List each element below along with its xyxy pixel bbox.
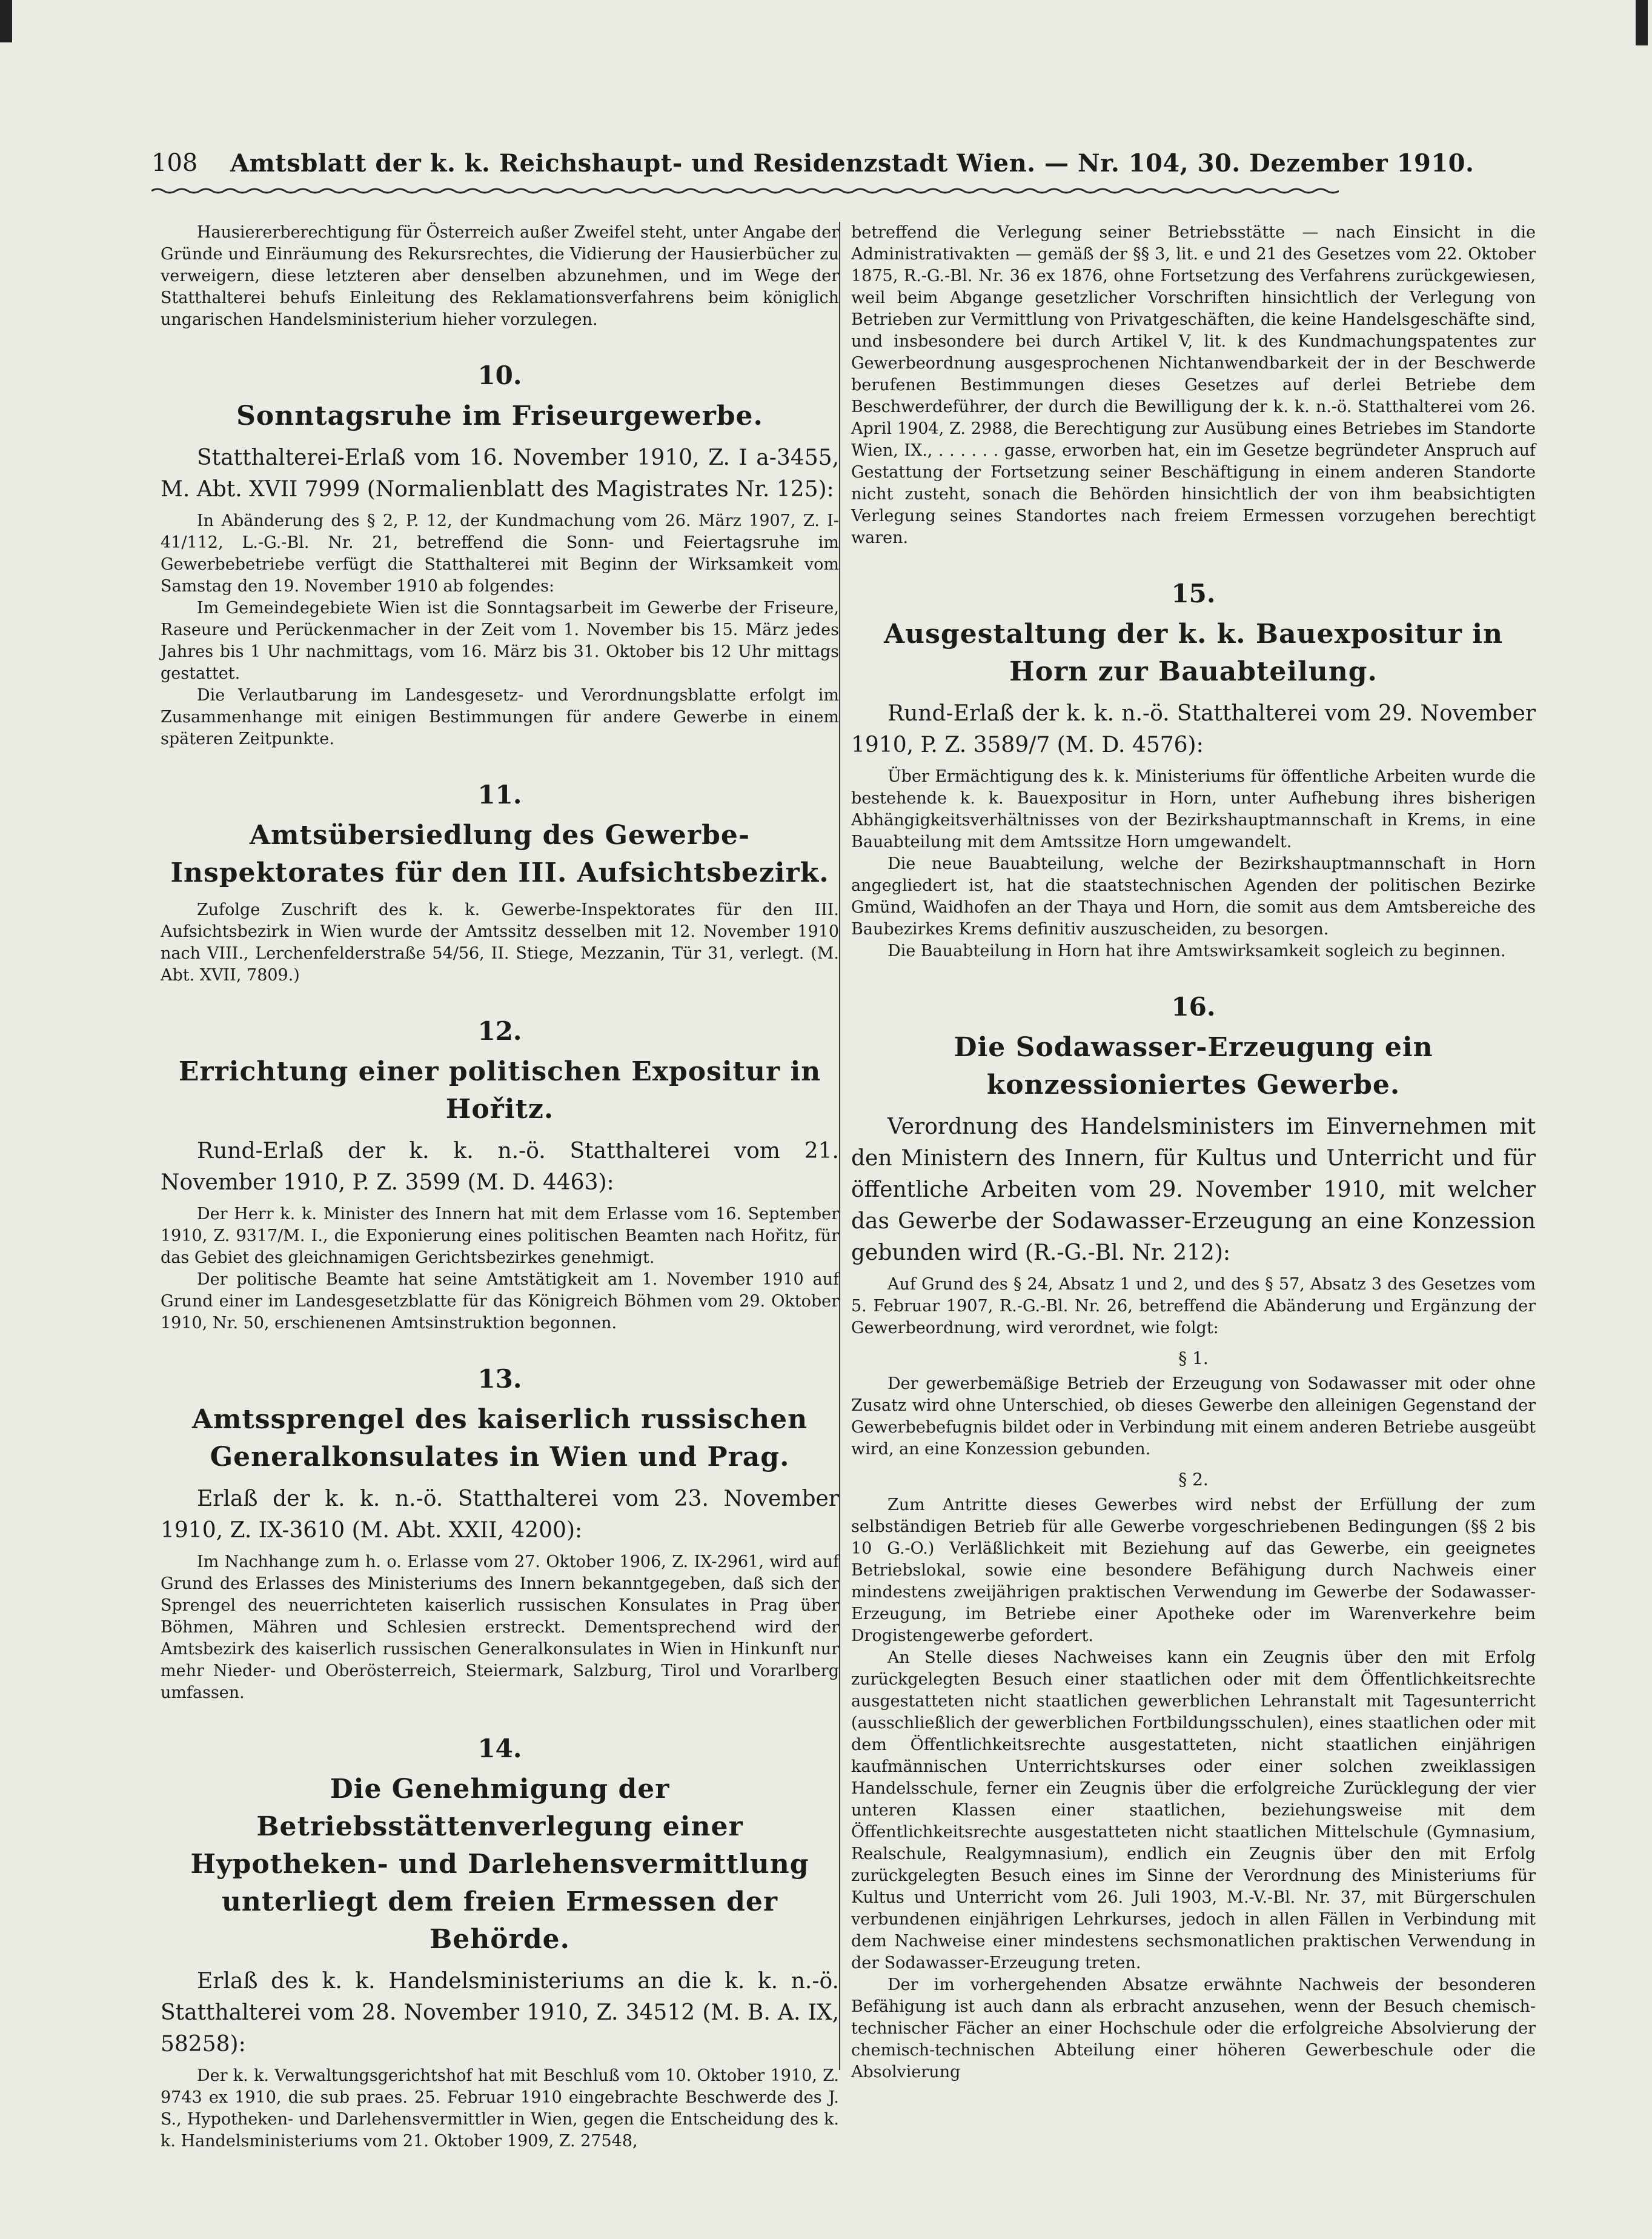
- section-heading: Amtsübersiedlung des Gewerbe-Inspektorates für den III. Aufsichtsbezirk.: [170, 820, 829, 888]
- crop-mark: [0, 0, 12, 42]
- section-heading: Errichtung einer politischen Expositur in Hořitz.: [178, 1056, 821, 1125]
- crop-mark: [1636, 0, 1648, 45]
- paragraph-sign: § 2.: [1178, 1469, 1209, 1489]
- page-header: [151, 149, 1475, 185]
- paragraph: Der Herr k. k. Minister des Innern hat mit dem Erlasse vom 16. September 1910, Z. 9317/M. I., die Exponierung eines politischen Beamten nach Hořitz, für das Gebiet des gleichnamigen Gerichtsbezirkes genehmigt.: [161, 1205, 839, 1267]
- section-heading: Die Sodawasser-Erzeugung ein konzessioniertes Gewerbe.: [954, 1032, 1433, 1100]
- section-heading: Ausgestaltung der k. k. Bauexpositur in Horn zur Bauabteilung.: [884, 619, 1503, 687]
- paragraph: Im Gemeindegebiete Wien ist die Sonntagsarbeit im Gewerbe der Friseure, Raseure und Perückenmacher in der Zeit vom 1. November bis 15. März jedes Jahres bis 1 Uhr nachmittags, vom 16. März bis 31. Oktober bis 12 Uhr mittags gestattet.: [161, 599, 839, 683]
- paragraph: Im Nachhange zum h. o. Erlasse vom 27. Oktober 1906, Z. IX-2961, wird auf Grund des Erlasses des Ministeriums des Innern bekanntgegeben, daß sich der Sprengel des neuerrichteten kaiserlich russischen Konsulates in Prag über Böhmen, Mähren und Schlesien erstreckt. Dementsprechend wird der Amtsbezirk des kaiserlich russischen Generalkonsulates in Wien in Hinkunft nur mehr Nieder- und Oberösterreich, Steiermark, Salzburg, Tirol und Vorarlberg umfassen.: [161, 1552, 839, 1702]
- section-number: 12.: [477, 1016, 522, 1046]
- section-number: 10.: [477, 361, 522, 390]
- paragraph: Zufolge Zuschrift des k. k. Gewerbe-Inspektorates für den III. Aufsichtsbezirk in Wien wurde der Amtssitz desselben mit 12. November 1910 nach VIII., Lerchenfelderstraße 54/56, II. Stiege, Mezzanin, Tür 31, verlegt. (M. Abt. XVII, 7809.): [161, 900, 839, 985]
- paragraph-sign: § 1.: [1178, 1348, 1209, 1368]
- paragraph: Die neue Bauabteilung, welche der Bezirkshauptmannschaft in Horn angegliedert ist, hat die staatstechnischen Agenden der politischen Bezirke Gmünd, Waidhofen an der Thaya und Horn, die somit aus dem Amtsbereiche des Baubezirkes Krems definitiv auszuscheiden, zu besorgen.: [851, 854, 1536, 939]
- section-heading: Sonntagsruhe im Friseurgewerbe.: [236, 401, 763, 431]
- decree-reference: Rund-Erlaß der k. k. n.-ö. Statthalterei vom 21. November 1910, P. Z. 3599 (M. D. 4463):: [161, 1139, 839, 1195]
- paragraph: Der k. k. Verwaltungsgerichtshof hat mit Beschluß vom 10. Oktober 1910, Z. 9743 ex 1910, die sub praes. 25. Februar 1910 eingebrachte Beschwerde des J. S., Hypotheken- und Darlehensvermittler in Wien, gegen die Entscheidung des k. k. Handelsministeriums vom 21. Oktober 1909, Z. 27548,: [161, 2066, 839, 2151]
- page-number: 108: [151, 149, 198, 177]
- paragraph: Auf Grund des § 24, Absatz 1 und 2, und des § 57, Absatz 3 des Gesetzes vom 5. Februar 1907, R.-G.-Bl. Nr. 26, betreffend die Abänderung und Ergänzung der Gewerbeordnung, wird verordnet, wie folgt:: [851, 1275, 1536, 1337]
- paragraph: An Stelle dieses Nachweises kann ein Zeugnis über den mit Erfolg zurückgelegten Besuch einer staatlichen oder mit dem Öffentlichkeitsrechte ausgestatteten nicht staatlichen gewerblichen Lehranstalt mit Tagesunterricht (ausschließlich der gewerblichen Fortbildungsschulen), eines staatlichen oder mit dem Öffentlichkeitsrechte ausgestatteten, nicht staatlichen einjährigen kaufmännischen Unterrichtskurses oder einer solchen zweiklassigen Handelsschule, ferner ein Zeugnis über die erfolgreiche Zurücklegung der vier unteren Klassen einer staatlichen, beziehungsweise mit dem Öffentlichkeitsrechte ausgestatteten nicht staatlichen Mittelschule (Gymnasium, Realschule, Realgymnasium), endlich ein Zeugnis über den mit Erfolg zurückgelegten Besuch eines im Sinne der Verordnung des Ministeriums für Kultus und Unterricht vom 26. Juli 1903, M.-V.-Bl. Nr. 37, mit Bürgerschulen verbundenen einjährigen Lehrkurses, jedoch in allen Fällen in Verbindung mit dem Nachweise einer mindestens sechsmonatlichen praktischen Verwendung in der Sodawasser-Erzeugung treten.: [851, 1648, 1536, 1972]
- paragraph: Der gewerbemäßige Betrieb der Erzeugung von Sodawasser mit oder ohne Zusatz wird ohne Unterschied, ob dieses Gewerbe den alleinigen Gegenstand der Gewerbebefugnis bildet oder in Verbindung mit einem anderen Betriebe ausgeübt wird, an eine Konzession gebunden.: [851, 1374, 1536, 1459]
- section-number: 15.: [1171, 579, 1216, 608]
- paragraph: Über Ermächtigung des k. k. Ministeriums für öffentliche Arbeiten wurde die bestehende k. k. Bauexpositur in Horn, unter Aufhebung ihres bisherigen Abhängigkeitsverhältnisses von der Bezirkshauptmannschaft in Krems, in eine Bauabteilung mit dem Amtssitze Horn umgewandelt.: [851, 767, 1536, 851]
- section-number: 14.: [477, 1734, 522, 1763]
- right-column: [851, 222, 1536, 2083]
- section-number: 13.: [477, 1364, 522, 1394]
- section-heading: Amtssprengel des kaiserlich russischen Generalkonsulates in Wien und Prag.: [191, 1404, 808, 1472]
- section-heading: Die Genehmigung der Betriebsstättenverlegung einer Hypotheken- und Darlehensvermittlung unterliegt dem freien Ermessen der Behörde.: [190, 1774, 809, 1955]
- decree-reference: Erlaß des k. k. Handelsministeriums an die k. k. n.-ö. Statthalterei vom 28. November 1910, Z. 34512 (M. B. A. IX, 58258):: [161, 1969, 839, 2057]
- paragraph: In Abänderung des § 2, P. 12, der Kundmachung vom 26. März 1907, Z. I-41/112, L.-G.-Bl. Nr. 21, betreffend die Sonn- und Feiertagsruhe im Gewerbebetriebe verfügt die Statthalterei mit Beginn der Wirksamkeit vom Samstag den 19. November 1910 ab folgendes:: [161, 511, 839, 596]
- section-number: 11.: [477, 780, 522, 810]
- decree-reference: Rund-Erlaß der k. k. n.-ö. Statthalterei vom 29. November 1910, P. Z. 3589/7 (M. D. 4576):: [851, 701, 1536, 757]
- paragraph: Die Verlautbarung im Landesgesetz- und Verordnungsblatte erfolgt im Zusammenhange mit einigen Bestimmungen für andere Gewerbe in einem späteren Zeitpunkte.: [161, 686, 839, 748]
- left-column: [161, 222, 839, 2152]
- publication-title: Amtsblatt der k. k. Reichshaupt- und Residenzstadt Wien. — Nr. 104, 30. Dezember 1910.: [230, 149, 1475, 178]
- paragraph: Die Bauabteilung in Horn hat ihre Amtswirksamkeit sogleich zu beginnen.: [887, 942, 1506, 960]
- decree-reference: Erlaß der k. k. n.-ö. Statthalterei vom 23. November 1910, Z. IX-3610 (M. Abt. XXII, 4200):: [161, 1486, 839, 1543]
- paragraph: Der politische Beamte hat seine Amtstätigkeit am 1. November 1910 auf Grund einer im Landesgesetzblatte für das Königreich Böhmen vom 29. Oktober 1910, Nr. 50, erschienenen Amtsinstruktion begonnen.: [161, 1270, 839, 1332]
- decree-reference: Verordnung des Handelsministers im Einvernehmen mit den Ministern des Innern, für Kultus und Unterricht und für öffentliche Arbeiten vom 29. November 1910, mit welcher das Gewerbe der Sodawasser-Erzeugung an eine Konzession gebunden wird (R.-G.-Bl. Nr. 212):: [851, 1114, 1536, 1265]
- paragraph: Zum Antritte dieses Gewerbes wird nebst der Erfüllung der zum selbständigen Betrieb für alle Gewerbe vorgeschriebenen Bedingungen (§§ 2 bis 10 G.-O.) Verläßlichkeit mit Beziehung auf das Gewerbe, ein geeignetes Betriebslokal, sowie eine besondere Befähigung durch Nachweis einer mindestens zweijährigen praktischen Verwendung im Gewerbe der Sodawasser-Erzeugung, im Betriebe einer Apotheke oder im Warenverkehre beim Drogistengewerbe gefordert.: [851, 1495, 1536, 1645]
- column-divider: [839, 222, 840, 2070]
- header-rule: [151, 187, 1339, 195]
- decree-reference: Statthalterei-Erlaß vom 16. November 1910, Z. I a-3455, M. Abt. XVII 7999 (Normalienblatt des Magistrates Nr. 125):: [161, 445, 839, 502]
- continued-paragraph: betreffend die Verlegung seiner Betriebsstätte — nach Einsicht in die Administrativakten — gemäß der §§ 3, lit. e und 21 des Gesetzes vom 22. Oktober 1875, R.-G.-Bl. Nr. 36 ex 1876, ohne Fortsetzung des Verfahrens zurückgewiesen, weil beim Abgange gesetzlicher Vorschriften hinsichtlich der Verlegung von Betrieben zur Vermittlung von Privatgeschäften, die keine Handelsgeschäfte sind, und insbesondere bei durch Artikel V, lit. k des Kundmachungspatentes zur Gewerbeordnung ausgesprochenen Nichtanwendbarkeit der in der Beschwerde berufenen Bestimmungen dieses Gesetzes auf derlei Betriebe dem Beschwerdeführer, der durch die Bewilligung der k. k. n.-ö. Statthalterei vom 26. April 1904, Z. 2988, die Berechtigung zur Ausübung eines Betriebes im Standorte Wien, IX., . . . . . . gasse, erworben hat, ein im Gesetze begründeter Anspruch auf Gestattung der Fortsetzung seiner Beschäftigung in einem anderen Standorte nicht zusteht, sonach die Behörden hinsichtlich der von ihm beabsichtigten Verlegung seines Standortes nach freiem Ermessen vorzugehen berechtigt waren.: [851, 223, 1536, 547]
- paragraph: Der im vorhergehenden Absatze erwähnte Nachweis der besonderen Befähigung ist auch dann als erbracht anzusehen, wenn der Besuch chemisch-technischer Fächer an einer Hochschule oder die erfolgreiche Absolvierung der chemisch-technischen Abteilung einer höheren Gewerbeschule oder die Absolvierung: [851, 1975, 1536, 2081]
- continued-paragraph: Hausiererberechtigung für Österreich außer Zweifel steht, unter Angabe der Gründe und Einräumung des Rekursrechtes, die Vidierung der Hausierbücher zu verweigern, diese letzteren aber denselben abzunehmen, und im Wege der Statthalterei behufs Einleitung des Reklamationsverfahrens beim königlich ungarischen Handelsministerium hieher vorzulegen.: [161, 223, 839, 329]
- section-number: 16.: [1171, 992, 1216, 1022]
